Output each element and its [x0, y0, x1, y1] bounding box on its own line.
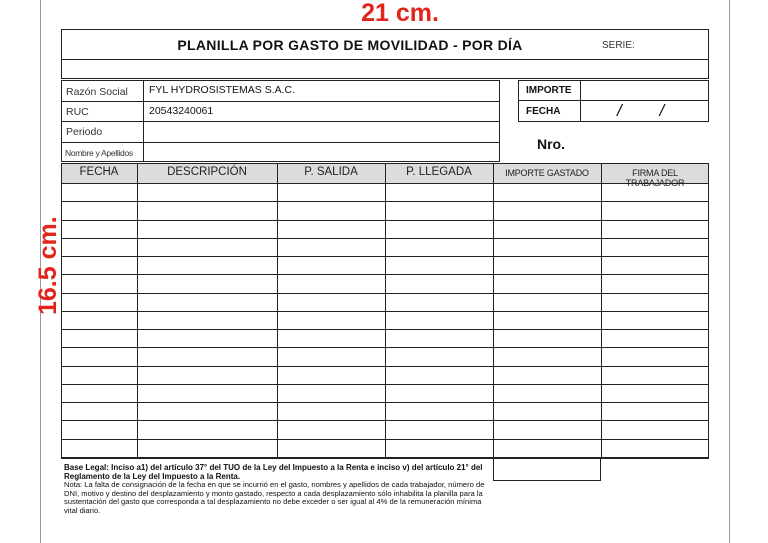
- table-row: [61, 439, 709, 440]
- nombre-field[interactable]: [144, 143, 499, 161]
- table-row: [61, 293, 709, 294]
- table-row: [61, 238, 709, 239]
- razon-social-label: Razón Social: [66, 86, 128, 98]
- table-row: [61, 457, 709, 458]
- importe-fecha-divider: [518, 100, 709, 101]
- importe-field[interactable]: [581, 81, 708, 99]
- base-legal-text: Base Legal: Inciso a1) del artículo 37° del TUO de la Ley del Impuesto a la Renta e inciso v) del artículo 21° del Reglamento de la Ley del Impuesto a la Renta.: [64, 463, 483, 481]
- table-row: [61, 274, 709, 275]
- table-row: [61, 366, 709, 367]
- table-row: [61, 201, 709, 202]
- periodo-field[interactable]: [144, 122, 499, 141]
- table-column-header: FIRMA DEL TRABAJADOR: [625, 168, 685, 188]
- ruc-label: RUC: [66, 106, 89, 118]
- table-column-header: FECHA: [79, 166, 119, 178]
- table-column-header: P. LLEGADA: [406, 166, 472, 178]
- table-column-header: IMPORTE GASTADO: [505, 168, 589, 178]
- total-importe-box[interactable]: [493, 459, 601, 481]
- table-row: [61, 329, 709, 330]
- serie-label: SERIE:: [602, 40, 635, 51]
- table-column-header: P. SALIDA: [304, 166, 358, 178]
- razon-social-field[interactable]: FYL HYDROSISTEMAS S.A.C.: [149, 84, 296, 96]
- nota-text: Nota: La falta de consignación de la fecha en que se incurrió en el gasto, nombres y apellidos de cada trabajador, número de DNI, motivo y destino del desplazamiento y monto gastado, respecto a cada desplazamiento sólo inhabilita la planilla para la sustentación del gasto que corresponda a tal desplazamiento no debe exceder o ser igual al 4% de la remuneración mínima vital diario.: [64, 480, 485, 515]
- periodo-label: Periodo: [66, 126, 103, 138]
- table-row: [61, 256, 709, 257]
- table-row: [61, 220, 709, 221]
- ruc-field[interactable]: 20543240061: [149, 105, 214, 117]
- title-divider: [61, 59, 709, 60]
- table-row: [61, 347, 709, 348]
- table-row: [61, 311, 709, 312]
- legal-notes: [64, 464, 494, 516]
- table-row: [61, 420, 709, 421]
- importe-label: IMPORTE: [526, 85, 572, 96]
- table-column-header: DESCRIPCIÓN: [167, 166, 247, 178]
- nro-label: Nro.: [537, 136, 565, 152]
- table-row: [61, 402, 709, 403]
- height-dimension-label: 16.5 cm.: [34, 216, 62, 315]
- form-title: PLANILLA POR GASTO DE MOVILIDAD - POR DÍA: [177, 37, 523, 53]
- header-row-line-1: [61, 101, 500, 102]
- width-dimension-label: 21 cm.: [361, 0, 439, 27]
- table-row: [61, 384, 709, 385]
- nombre-label: Nombre y Apellidos: [65, 148, 133, 158]
- fecha-label: FECHA: [526, 106, 561, 117]
- fecha-field[interactable]: / /: [617, 101, 665, 120]
